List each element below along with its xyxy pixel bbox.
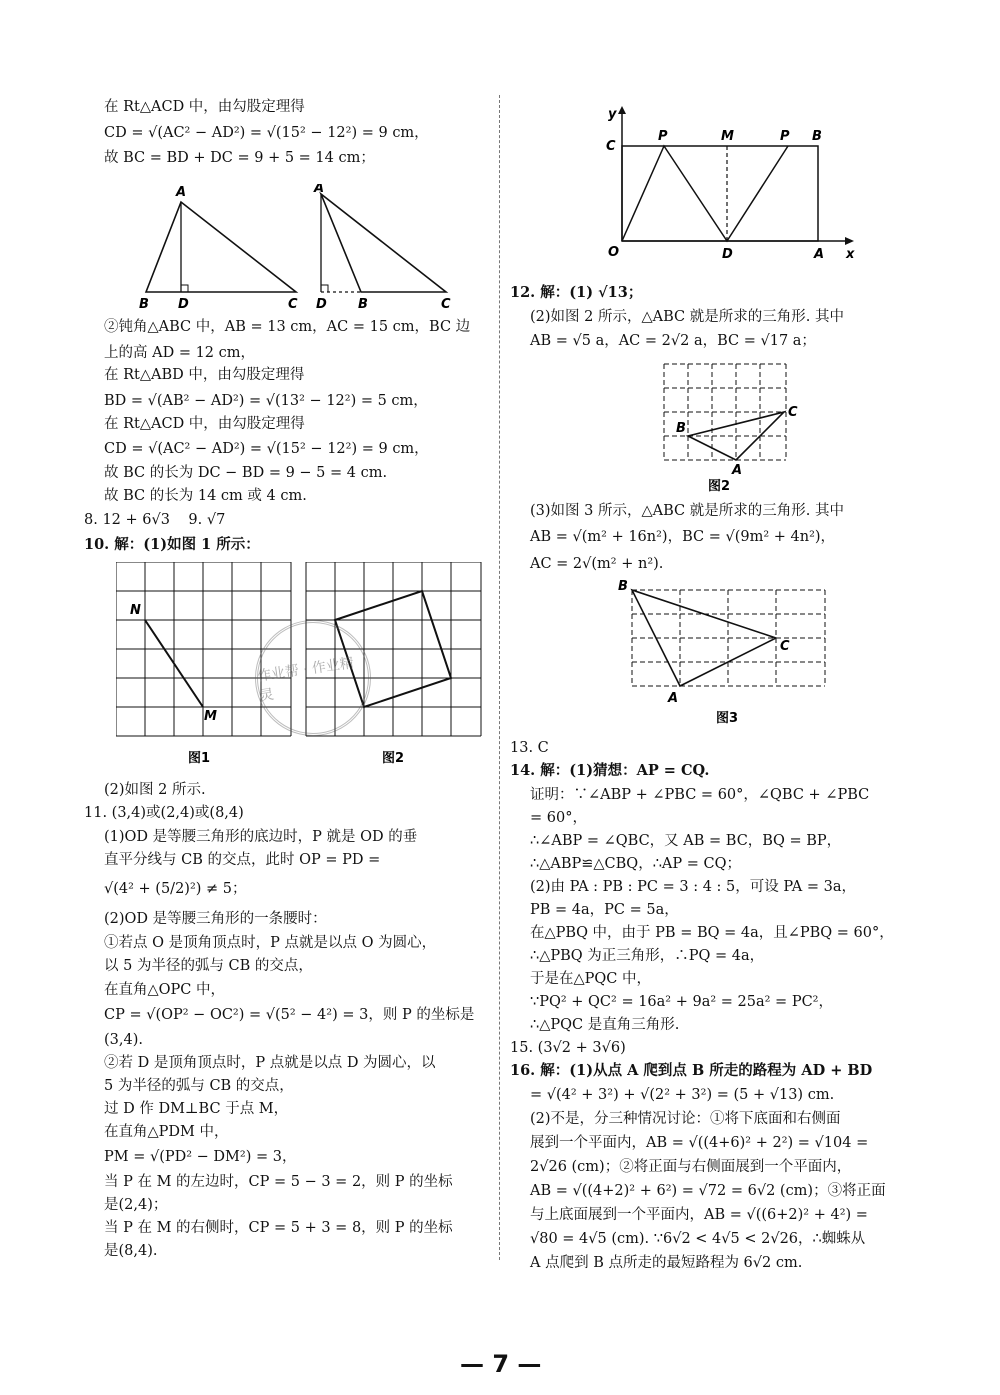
- watermark-text: 作业帮 · 作业精灵: [256, 655, 355, 705]
- text-line: CD = √(AC² − AD²) = √(15² − 12²) = 9 cm，: [104, 125, 429, 141]
- caption-fig1: 图1: [188, 751, 211, 766]
- label-A: A: [176, 185, 187, 200]
- answer-12-heading: 12. 解：(1) √13；: [510, 284, 643, 301]
- text-line: (3)如图 3 所示，△ABC 就是所求的三角形. 其中: [530, 503, 844, 519]
- text-line: AB = √5 a，AC = 2√2 a，BC = √17 a；: [530, 333, 816, 349]
- page-number: — 7 —: [460, 1350, 542, 1378]
- label-M: M: [721, 129, 734, 144]
- triangle-figures: [136, 184, 496, 314]
- label-x: x: [846, 247, 855, 262]
- text-line: 在直角△OPC 中，: [104, 982, 225, 998]
- text-line: 直平分线与 CB 的交点，此时 OP = PD =: [104, 852, 381, 868]
- text-line: 在 Rt△ABD 中，由勾股定理得: [104, 367, 305, 383]
- text-line: (3,4).: [104, 1032, 143, 1048]
- text-line: 过 D 作 DM⊥BC 于点 M，: [104, 1101, 289, 1117]
- text-line: √80 = 4√5 (cm). ∵6√2 < 4√5 < 2√26，∴蜘蛛从: [530, 1231, 866, 1247]
- text-line: 展到一个平面内，AB = √((4+6)² + 2²) = √104 =: [530, 1135, 869, 1151]
- text-line: CD = √(AC² − AD²) = √(15² − 12²) = 9 cm，: [104, 441, 429, 457]
- label-C: C: [780, 639, 790, 654]
- text-line: 证明：∵∠ABP + ∠PBC = 60°，∠QBC + ∠PBC: [530, 787, 870, 803]
- text-line: ∵PQ² + QC² = 16a² + 9a² = 25a² = PC²，: [530, 994, 833, 1010]
- text-line: = √(4² + 3²) + √(2² + 3²) = (5 + √13) cm.: [530, 1087, 835, 1103]
- label-B: B: [358, 297, 368, 312]
- label-P2: P: [780, 129, 790, 144]
- text-line: ∴∠ABP = ∠QBC，又 AB = BC，BQ = BP，: [530, 833, 842, 849]
- label-D: D: [722, 247, 733, 262]
- answer-16-heading: 16. 解：(1)从点 A 爬到点 B 所走的路程为 AD + BD: [510, 1062, 873, 1079]
- label-B: B: [139, 297, 149, 312]
- text-line: 故 BC = BD + DC = 9 + 5 = 14 cm；: [104, 150, 375, 166]
- text-line: 在△PBQ 中，由于 PB = BQ = 4a，且∠PBQ = 60°，: [530, 925, 894, 941]
- text-line: ①若点 O 是顶角顶点时，P 点就是以点 O 为圆心，: [104, 935, 437, 951]
- text-line: 是(2,4)；: [104, 1197, 168, 1213]
- text-line: (2)如图 2 所示，△ABC 就是所求的三角形. 其中: [530, 309, 844, 325]
- text-line: AB = √(m² + 16n²)，BC = √(9m² + 4n²)，: [530, 529, 836, 545]
- label-D: D: [316, 297, 327, 312]
- triangle-acute: [139, 185, 298, 312]
- text-line: ②钝角△ABC 中，AB = 13 cm，AC = 15 cm，BC 边: [104, 319, 471, 335]
- label-B: B: [676, 421, 686, 436]
- text-line: PM = √(PD² − DM²) = 3，: [104, 1149, 297, 1165]
- text-line: 于是在△PQC 中，: [530, 971, 651, 987]
- figure-2-grid: [650, 362, 820, 502]
- text-line: ∴△PBQ 为正三角形，∴PQ = 4a，: [530, 948, 765, 964]
- label-P1: P: [658, 129, 668, 144]
- label-M: M: [204, 709, 217, 724]
- text-line: PB = 4a，PC = 5a，: [530, 902, 679, 918]
- answer-14-heading: 14. 解：(1)猜想：AP = CQ.: [510, 762, 710, 779]
- text-line: 在 Rt△ACD 中，由勾股定理得: [104, 99, 305, 115]
- text-line: 以 5 为半径的弧与 CB 的交点，: [104, 958, 313, 974]
- text-line: AB = √((4+2)² + 6²) = √72 = 6√2 (cm)；③将正面: [530, 1183, 886, 1199]
- text-line: 故 BC 的长为 DC − BD = 9 − 5 = 4 cm.: [104, 465, 388, 481]
- caption-fig3: 图3: [716, 711, 739, 726]
- triangle-obtuse: [313, 184, 451, 312]
- label-D: D: [178, 297, 189, 312]
- label-C: C: [788, 405, 798, 420]
- text-line: √(4² + (5/2)²) ≠ 5；: [104, 881, 247, 897]
- caption-fig2: 图2: [382, 751, 405, 766]
- text-line: 是(8,4).: [104, 1243, 158, 1259]
- label-B: B: [812, 129, 822, 144]
- text-line: (1)OD 是等腰三角形的底边时，P 就是 OD 的垂: [104, 829, 418, 845]
- text-line: 5 为半径的弧与 CB 的交点，: [104, 1078, 294, 1094]
- column-divider: [499, 95, 500, 1260]
- text-line: 故 BC 的长为 14 cm 或 4 cm.: [104, 488, 307, 504]
- text-line: = 60°，: [530, 810, 587, 826]
- text-line: ∴△ABP≌△CBQ，∴AP = CQ；: [530, 856, 742, 872]
- coordinate-figure: [600, 106, 860, 266]
- caption-fig2: 图2: [708, 479, 731, 494]
- label-A: A: [668, 691, 679, 706]
- label-A: A: [732, 463, 743, 478]
- text-line: (2)不是，分三种情况讨论：①将下底面和右侧面: [530, 1111, 841, 1127]
- label-B: B: [618, 580, 628, 594]
- text-line: ②若 D 是顶角顶点时，P 点就是以点 D 为圆心，以: [104, 1055, 436, 1071]
- label-A: A: [314, 184, 325, 196]
- text-line: ∴△PQC 是直角三角形.: [530, 1017, 680, 1033]
- text-line: (2)由 PA : PB : PC = 3 : 4 : 5，可设 PA = 3a，: [530, 879, 857, 895]
- page-number-value: 7: [492, 1350, 510, 1378]
- answer-13: 13. C: [510, 740, 549, 756]
- text-line: A 点爬到 B 点所走的最短路程为 6√2 cm.: [530, 1255, 803, 1271]
- label-N: N: [130, 603, 141, 618]
- text-line: 当 P 在 M 的左边时，CP = 5 − 3 = 2，则 P 的坐标: [104, 1174, 453, 1190]
- answer-11-heading: 11. (3,4)或(2,4)或(8,4): [84, 805, 244, 821]
- text-line: CP = √(OP² − OC²) = √(5² − 4²) = 3，则 P 的坐标是: [104, 1007, 475, 1023]
- text-line: AC = 2√(m² + n²).: [530, 556, 664, 572]
- figure-3-grid: [610, 580, 850, 730]
- text-line: 在直角△PDM 中，: [104, 1124, 229, 1140]
- label-C: C: [441, 297, 451, 312]
- label-C: C: [606, 139, 616, 154]
- label-A: A: [814, 247, 825, 262]
- text-line: 当 P 在 M 的右侧时，CP = 5 + 3 = 8，则 P 的坐标: [104, 1220, 453, 1236]
- answer-10-heading: 10. 解：(1)如图 1 所示：: [84, 536, 260, 553]
- text-line: (2)如图 2 所示.: [104, 782, 206, 798]
- label-y: y: [608, 107, 617, 122]
- text-line: 上的高 AD = 12 cm，: [104, 345, 256, 361]
- answer-15: 15. (3√2 + 3√6): [510, 1040, 626, 1056]
- text-line: 在 Rt△ACD 中，由勾股定理得: [104, 416, 305, 432]
- text-line: 2√26 (cm)；②将正面与右侧面展到一个平面内，: [530, 1159, 852, 1175]
- label-O: O: [608, 245, 620, 260]
- text-line: BD = √(AB² − AD²) = √(13² − 12²) = 5 cm，: [104, 393, 428, 409]
- answer-8-9: 8. 12 + 6√3 9. √7: [84, 512, 226, 528]
- text-line: 与上底面展到一个平面内，AB = √((6+2)² + 4²) =: [530, 1207, 868, 1223]
- text-line: (2)OD 是等腰三角形的一条腰时：: [104, 911, 327, 927]
- label-C: C: [288, 297, 298, 312]
